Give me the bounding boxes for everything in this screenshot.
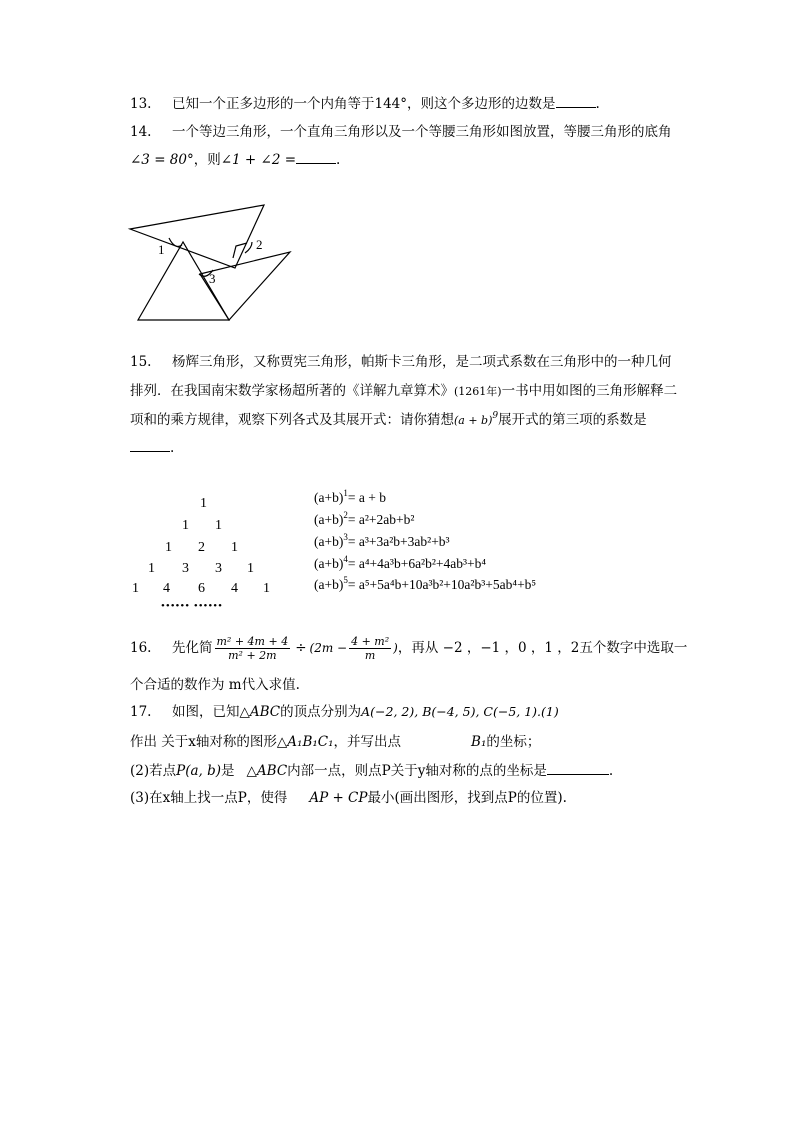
math-point: P(a, b) — [176, 763, 222, 779]
question-number: 13. — [130, 96, 152, 112]
question-text: 项和的乘方规律，观察下列各式及其展开式：请你猜想 — [130, 412, 454, 428]
triangle-number: 1 — [263, 581, 270, 596]
expansion-power: 5 — [343, 575, 348, 585]
question-text: 最小(画出图形，找到点P的位置). — [367, 790, 567, 806]
expansion-3 — [314, 534, 450, 550]
question-text: 展开式的第三项的系数是 — [498, 412, 647, 428]
question-13 — [130, 94, 600, 114]
fraction-numerator: m² + 4m + 4 — [216, 635, 289, 648]
answer-blank — [547, 762, 609, 775]
question-text: ，再从 −2 ，−1 ，0 ，1 ，2五个数字中选取一 — [397, 640, 688, 656]
expansion-rhs: = a + b — [347, 490, 386, 505]
period: . — [608, 763, 614, 779]
question-14-line-2 — [130, 150, 340, 170]
question-number: 17. — [130, 704, 152, 720]
question-15-line-1 — [130, 352, 672, 372]
answer-blank — [556, 95, 596, 108]
math-exponent: 9 — [492, 411, 499, 421]
math-triangle: △ABC — [246, 763, 288, 779]
triangle-number: 2 — [198, 540, 205, 555]
fraction-denominator: m² + 2m — [228, 649, 277, 662]
expansion-lhs: (a+b) — [314, 556, 344, 571]
expansion-2 — [314, 512, 414, 528]
angle-label-3: 3 — [209, 271, 216, 286]
math-point: B₁ — [471, 734, 487, 750]
question-number: 16. — [130, 640, 152, 656]
expansion-rhs: = a³+3a²b+3ab²+b³ — [347, 534, 450, 549]
expansion-lhs: (a+b) — [314, 512, 344, 527]
fraction-denominator: m — [364, 649, 376, 662]
ellipsis-dots: •••••• •••••• — [161, 600, 223, 612]
question-number: 14. — [130, 124, 152, 140]
question-15-line-2 — [130, 381, 677, 402]
period: . — [595, 96, 600, 112]
math-given: ∠3 = 80° — [130, 152, 194, 168]
math-expression: (a + b) — [454, 414, 493, 427]
question-16-line-2 — [130, 675, 300, 695]
question-14-line-1 — [130, 122, 672, 142]
right-triangle — [130, 205, 264, 268]
triangle-number: 1 — [132, 581, 139, 596]
expansion-power: 2 — [343, 510, 348, 520]
question-text: 如图，已知 — [172, 704, 240, 720]
question-text: 的顶点分别为 — [280, 704, 362, 720]
triangle-number: 1 — [200, 496, 207, 511]
question-number: 15. — [130, 354, 152, 370]
triangle-number: 3 — [215, 561, 222, 576]
question-17-line-2 — [130, 732, 540, 752]
question-text: ，并写出点 — [333, 734, 402, 750]
expansion-power: 3 — [343, 532, 348, 542]
expansion-lhs: (a+b) — [314, 534, 344, 549]
math-expression: ∠1 + ∠2 = — [220, 152, 297, 168]
triangle-number: 1 — [148, 561, 155, 576]
question-text: ，则 — [193, 152, 221, 168]
math-angle: 144° — [374, 96, 408, 112]
triangle-number: 6 — [198, 581, 205, 596]
question-text: 的坐标； — [486, 734, 541, 750]
triangle-number: 1 — [231, 540, 238, 555]
question-17-line-4 — [130, 788, 567, 808]
expansion-lhs: (a+b) — [314, 490, 344, 505]
math-expression: ) — [393, 641, 398, 655]
question-16-line-1 — [130, 634, 687, 662]
expansion-power: 4 — [343, 554, 348, 564]
divide-sign: ÷ — [295, 640, 307, 656]
triangle-number: 1 — [215, 518, 222, 533]
triangle-number: 1 — [165, 540, 172, 555]
fraction-numerator: 4 + m² — [351, 635, 390, 648]
question-text: 内部一点，则点P关于y轴对称的点的坐标是 — [287, 763, 547, 779]
isosceles-triangle — [200, 252, 290, 320]
math-points: A(−2, 2), B(−4, 5), C(−5, 1).(1) — [361, 704, 559, 719]
triangle-number: 1 — [247, 561, 254, 576]
math-expression: (2m − — [309, 641, 348, 655]
math-triangle: △ABC — [239, 704, 281, 720]
math-expression: AP + CP — [309, 790, 368, 806]
question-text: 个合适的数作为 m代入求值. — [130, 677, 300, 693]
triangle-number: 4 — [163, 581, 170, 596]
question-text: 先化简 — [172, 640, 213, 656]
year-text: (1261年) — [454, 385, 502, 398]
expansion-rhs: = a²+2ab+b² — [347, 512, 415, 527]
expansion-lhs: (a+b) — [314, 577, 344, 592]
question-text: 作出 关于x轴对称的图形 — [130, 734, 277, 750]
question-text: 杨辉三角形，又称贾宪三角形，帕斯卡三角形，是二项式系数在三角形中的一种几何 — [172, 354, 672, 370]
question-text: 已知一个正多边形的一个内角等于 — [172, 96, 375, 112]
fraction-2 — [349, 635, 391, 662]
expansion-4 — [314, 556, 486, 572]
question-text: 一书中用如图的三角形解释二 — [501, 383, 678, 399]
question-text: 是 — [221, 763, 235, 779]
answer-blank — [296, 151, 336, 164]
question-15-line-4 — [130, 438, 174, 458]
question-text: (3)在x轴上找一点P，使得 — [130, 790, 288, 806]
question-17-line-3 — [130, 761, 613, 781]
question-text: 排列．在我国南宋数学家杨超所著的《详解九章算术》 — [130, 383, 454, 399]
expansion-5 — [314, 577, 536, 593]
expansion-1 — [314, 490, 386, 506]
expansion-rhs: = a⁵+5a⁴b+10a³b²+10a²b³+5ab⁴+b⁵ — [347, 577, 537, 592]
period: . — [336, 152, 341, 168]
period: . — [170, 440, 175, 456]
triangle-number: 3 — [182, 561, 189, 576]
math-triangle: △A₁B₁C₁ — [276, 734, 334, 750]
angle-label-2: 2 — [256, 237, 263, 252]
triangle-number: 1 — [182, 518, 189, 533]
question-17-line-1 — [130, 702, 559, 722]
fraction-1 — [215, 635, 291, 662]
triangles-figure — [125, 198, 315, 328]
triangle-number: 4 — [231, 581, 238, 596]
question-15-line-3 — [130, 410, 647, 431]
answer-blank — [130, 439, 170, 452]
expansion-power: 1 — [343, 488, 348, 498]
question-text: ，则这个多边形的边数是 — [407, 96, 556, 112]
question-text: 一个等边三角形，一个直角三角形以及一个等腰三角形如图放置，等腰三角形的底角 — [172, 124, 672, 140]
angle-label-1: 1 — [158, 242, 165, 257]
question-text: (2)若点 — [130, 763, 177, 779]
expansion-rhs: = a⁴+4a³b+6a²b²+4ab³+b⁴ — [347, 556, 487, 571]
